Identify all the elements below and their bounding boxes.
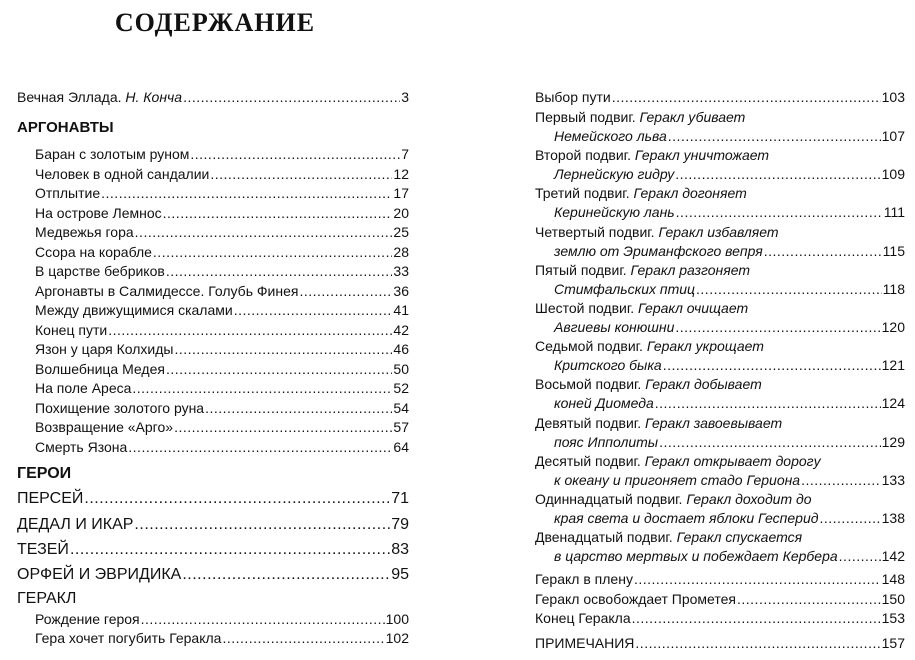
toc-entry[interactable] (35, 146, 409, 163)
toc-entry-labor[interactable] (535, 184, 905, 222)
entry-label: Рождение героя (35, 611, 140, 627)
entry-title-part: коней Диомеда (554, 395, 654, 412)
entry-title-part: Геракл завоевывает (644, 414, 783, 431)
entry-title-part: Геракл очищает (638, 300, 749, 316)
entry-label: Похищение золотого руна (35, 399, 205, 416)
toc-entry-labor[interactable] (535, 414, 905, 452)
entry-title-part: Геракл убивает (639, 109, 746, 125)
entry-label: Смерть Язона (35, 438, 128, 455)
entry-title-part: Лернейскую гидру (554, 166, 675, 183)
toc-entry[interactable] (35, 419, 409, 436)
dot-leader (675, 165, 880, 184)
entry-line-1 (535, 528, 905, 547)
entry-title-part: Керинейскую лань (554, 204, 675, 221)
entry-title-part: пояс Ипполиты (554, 433, 659, 450)
toc-entry-labor[interactable] (535, 528, 905, 566)
dot-leader (183, 89, 400, 106)
dot-leader (222, 630, 384, 647)
entry-prefix: Второй подвиг. (535, 147, 635, 164)
dot-leader (141, 611, 385, 628)
entry-label: Язон у царя Колхиды (35, 341, 174, 357)
dot-leader (182, 566, 390, 583)
toc-entry[interactable] (535, 591, 905, 608)
entry-line-2 (535, 509, 905, 528)
entry-label: Ссора на корабле (35, 243, 152, 260)
entry-label: Выбор пути (535, 89, 611, 105)
entry-page: 52 (393, 380, 409, 396)
dot-leader (134, 516, 390, 533)
entry-prefix: Одиннадцатый подвиг. (535, 491, 687, 507)
entry-title-part: Геракл добывает (645, 376, 762, 393)
toc-entry[interactable] (35, 224, 409, 241)
entry-line-2 (535, 318, 905, 337)
entry-label: Волшебница Медея (35, 360, 165, 377)
toc-entry-labor[interactable] (535, 108, 905, 146)
toc-entry[interactable] (17, 541, 409, 558)
dot-leader (166, 263, 393, 280)
dot-leader (101, 185, 392, 202)
dot-leader (128, 439, 392, 456)
entry-line-1 (535, 337, 905, 356)
toc-entry-labor[interactable] (535, 146, 905, 184)
entry-page: 79 (391, 516, 409, 533)
toc-entry-intro[interactable] (17, 89, 409, 106)
entry-page: 95 (391, 566, 409, 583)
entry-page: 17 (393, 185, 409, 201)
dot-leader (676, 203, 883, 222)
entry-line-2 (535, 203, 905, 222)
entry-label: Баран с золотым руном (35, 146, 190, 162)
entry-label: Возвращение «Арго» (35, 419, 174, 435)
entry-page: 33 (393, 263, 409, 279)
entry-page: 157 (881, 635, 905, 651)
entry-label: Между движущимися скалами (35, 302, 233, 318)
entry-page: 100 (385, 611, 409, 627)
dot-leader (839, 547, 881, 566)
dot-leader (210, 166, 392, 183)
dot-leader (84, 490, 390, 507)
dot-leader (663, 356, 881, 375)
entry-page: 142 (881, 548, 905, 565)
entry-title-part: Стимфальских птиц (554, 280, 696, 297)
toc-entry[interactable] (535, 571, 905, 588)
entry-page: 36 (393, 282, 409, 299)
entry-prefix: Девятый подвиг. (535, 414, 645, 431)
entry-line-2 (535, 242, 905, 261)
toc-entry[interactable] (35, 205, 409, 222)
entry-prefix: Четвертый подвиг. (535, 223, 659, 240)
toc-entry[interactable] (17, 566, 409, 583)
entry-label: ДЕДАЛ И ИКАР (17, 516, 134, 533)
dot-leader (132, 380, 392, 397)
dot-leader (612, 89, 881, 106)
entry-page: 138 (881, 510, 905, 526)
entry-page: 25 (393, 224, 409, 240)
entry-page: 46 (393, 341, 409, 357)
entry-line-2 (535, 165, 905, 184)
entry-prefix: Десятый подвиг. (535, 452, 645, 469)
dot-leader (635, 635, 880, 652)
entry-page: 133 (881, 471, 905, 488)
toc-entry[interactable] (35, 283, 409, 300)
toc-entry[interactable] (35, 380, 409, 397)
entry-line-2 (535, 127, 905, 146)
toc-entry[interactable] (535, 610, 905, 627)
entry-line-2 (535, 280, 905, 299)
entry-page: 64 (393, 438, 409, 455)
entry-page: 3 (401, 89, 409, 105)
entry-page: 7 (401, 146, 409, 162)
toc-entry[interactable] (35, 263, 409, 280)
entry-line-2 (535, 547, 905, 566)
entry-label: Отплытие (35, 185, 101, 201)
entry-page: 121 (881, 357, 905, 374)
entry-page: 57 (393, 419, 409, 435)
section-heading-heracles: ГЕРАКЛ (17, 590, 77, 607)
toc-entry[interactable] (35, 611, 409, 628)
dot-leader (801, 471, 881, 490)
toc-entry-labor[interactable] (535, 299, 905, 337)
entry-line-2 (535, 394, 905, 413)
section-heading-argonauts: АРГОНАВТЫ (17, 119, 114, 136)
entry-line-1 (535, 184, 905, 203)
toc-entry[interactable] (35, 322, 409, 339)
entry-page: 120 (881, 319, 905, 335)
entry-line-2 (535, 356, 905, 375)
entry-line-1 (535, 146, 905, 165)
entry-title-part: Немейского льва (554, 128, 667, 144)
entry-title-part: землю от Эриманфского вепря (554, 242, 763, 259)
entry-line-1 (535, 299, 905, 318)
entry-page: 118 (882, 280, 905, 297)
entry-page: 41 (393, 302, 409, 318)
entry-page: 150 (881, 590, 905, 607)
entry-label: Человек в одной сандалии (35, 165, 210, 182)
entry-label: Геракл в плену (535, 571, 633, 587)
entry-page: 109 (881, 166, 905, 183)
toc-entry[interactable] (35, 244, 409, 261)
entry-page: 153 (881, 610, 905, 626)
dot-leader (764, 242, 882, 261)
dot-leader (190, 146, 400, 163)
entry-label: На поле Ареса (35, 380, 132, 396)
entry-title-part: Геракл укрощает (646, 338, 764, 355)
toc-entry-notes[interactable] (535, 635, 905, 652)
entry-page: 28 (393, 243, 409, 260)
dot-leader (108, 322, 392, 339)
toc-entry-labor[interactable] (535, 337, 905, 375)
entry-page: 71 (391, 490, 409, 507)
toc-entry[interactable] (35, 302, 409, 319)
entry-line-1 (535, 108, 905, 127)
entry-line-1 (535, 375, 905, 394)
entry-page: 124 (881, 395, 905, 412)
toc-entry-labor[interactable] (535, 223, 905, 261)
toc-entry[interactable] (35, 439, 409, 456)
entry-line-1 (535, 261, 905, 280)
entry-title-part: Геракл догоняет (633, 185, 747, 202)
toc-entry-first[interactable] (535, 89, 905, 106)
entry-page: 103 (881, 89, 905, 105)
entry-label: На острове Лемнос (35, 204, 162, 221)
entry-line-1 (535, 452, 905, 471)
dot-leader (632, 610, 881, 627)
entry-page: 107 (881, 128, 905, 144)
entry-page: 20 (393, 204, 409, 221)
toc-entry[interactable] (35, 341, 409, 358)
dot-leader (655, 394, 881, 413)
entry-label: В царстве бебриков (35, 263, 165, 279)
entry-line-2 (535, 433, 905, 452)
entry-prefix: Первый подвиг. (535, 109, 640, 125)
entry-label: Геракл освобождает Прометея (535, 590, 736, 607)
entry-line-2 (535, 471, 905, 490)
entry-line-1 (535, 490, 905, 509)
entry-page: 148 (881, 571, 905, 587)
entry-prefix: Третий подвиг. (535, 185, 634, 202)
dot-leader (153, 244, 393, 261)
entry-page: 111 (883, 204, 905, 221)
dot-leader (166, 361, 392, 378)
entry-page: 115 (882, 242, 905, 259)
toc-entry[interactable] (35, 630, 409, 647)
entry-label: Конец Геракла (535, 610, 631, 626)
page-title: СОДЕРЖАНИЕ (114, 8, 316, 37)
entry-label: ПЕРСЕЙ (17, 490, 84, 507)
toc-entry-labor[interactable] (535, 261, 905, 299)
entry-label: ОРФЕЙ И ЭВРИДИКА (17, 566, 182, 583)
dot-leader (174, 419, 392, 436)
entry-label: ТЕЗЕЙ (17, 541, 69, 558)
dot-leader (205, 400, 392, 417)
entry-title-part: Авгиевы конюшни (554, 319, 675, 335)
entry-prefix: Шестой подвиг. (535, 300, 639, 316)
dot-leader (819, 509, 880, 528)
toc-entry-labor[interactable] (535, 490, 905, 528)
toc-entry[interactable] (17, 490, 409, 507)
entry-label: ПРИМЕЧАНИЯ (535, 635, 635, 651)
entry-line-1 (535, 414, 905, 433)
dot-leader (163, 205, 393, 222)
dot-leader (70, 541, 390, 558)
dot-leader (174, 341, 392, 358)
entry-title-part: в царство мертвых и побеждает Кербера (554, 548, 838, 565)
toc-entry[interactable] (35, 185, 409, 202)
entry-author: Н. Конча (125, 89, 183, 105)
entry-title-part: края света и достает яблоки Гесперид (554, 510, 819, 526)
entry-page: 83 (391, 541, 409, 558)
dot-leader (696, 280, 882, 299)
dot-leader (299, 283, 392, 300)
entry-prefix: Седьмой подвиг. (535, 338, 647, 355)
dot-leader (659, 433, 881, 452)
entry-title-part: Критского быка (554, 357, 662, 374)
entry-title-part: Геракл спускается (676, 529, 803, 546)
section-heading-heroes: ГЕРОИ (17, 465, 72, 482)
entry-label: Аргонавты в Салмидессе. Голубь Финея (35, 282, 299, 299)
entry-label: Медвежья гора (35, 224, 134, 240)
toc-entry-labor[interactable] (535, 375, 905, 413)
entry-line-1 (535, 223, 905, 242)
entry-title-part: Геракл доходит до (686, 491, 812, 507)
toc-entry-labor[interactable] (535, 452, 905, 490)
entry-title-part: Геракл открывает дорогу (644, 452, 821, 469)
dot-leader (135, 224, 393, 241)
entry-prefix: Восьмой подвиг. (535, 376, 646, 393)
entry-title-part: Геракл разгоняет (630, 261, 751, 278)
entry-title-part: к океану и пригоняет стадо Гериона (554, 471, 801, 488)
entry-label: Гера хочет погубить Геракла (35, 630, 222, 646)
entry-label: Вечная Эллада. (17, 89, 126, 105)
toc-entry[interactable] (35, 361, 409, 378)
entry-page: 42 (393, 321, 409, 338)
toc-entry[interactable] (17, 516, 409, 533)
dot-leader (234, 302, 393, 319)
entry-prefix: Двенадцатый подвиг. (535, 529, 677, 546)
entry-title-part: Геракл уничтожает (634, 147, 770, 164)
dot-leader (668, 127, 881, 146)
toc-entry[interactable] (35, 166, 409, 183)
dot-leader (634, 571, 881, 588)
entry-page: 54 (393, 399, 409, 416)
entry-page: 12 (393, 165, 409, 182)
entry-title-part: Геракл избавляет (658, 223, 779, 240)
entry-page: 102 (385, 630, 409, 646)
toc-entry[interactable] (35, 400, 409, 417)
entry-prefix: Пятый подвиг. (535, 261, 631, 278)
entry-label: Конец пути (35, 321, 108, 338)
entry-page: 50 (393, 360, 409, 377)
dot-leader (675, 318, 880, 337)
entry-page: 129 (881, 433, 905, 450)
dot-leader (737, 591, 881, 608)
